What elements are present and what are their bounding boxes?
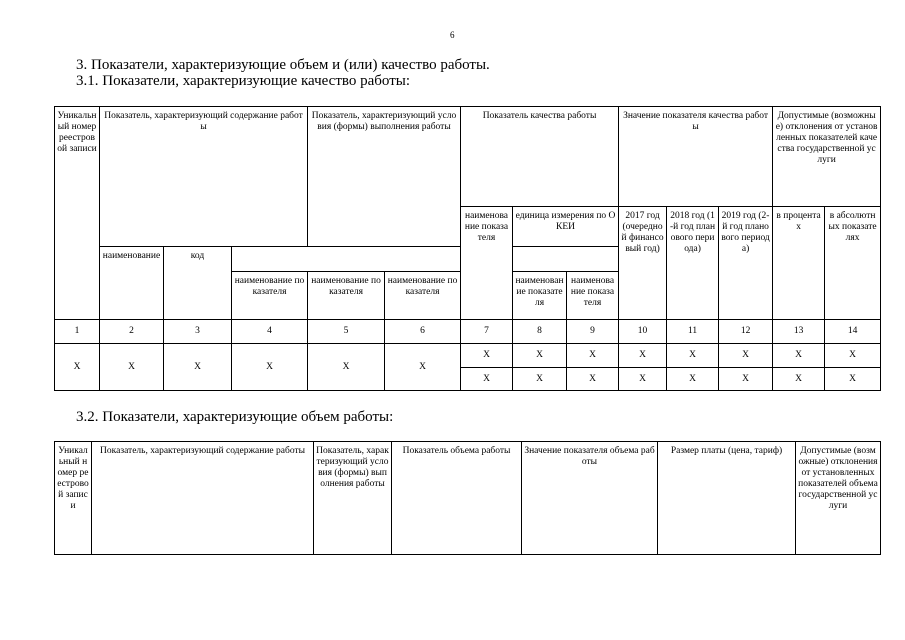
page-number: 6: [450, 30, 455, 40]
column-number: 10: [619, 320, 667, 344]
column-number: 9: [567, 320, 619, 344]
column-number: 13: [773, 320, 825, 344]
indicator-name-header: наименование показателя: [461, 207, 513, 320]
okei-unit-header: единица измерения по ОКЕИ: [513, 207, 619, 247]
column-number: 1: [55, 320, 100, 344]
table-cell: X: [773, 344, 825, 368]
column-number: 2: [100, 320, 164, 344]
column-number: 14: [825, 320, 881, 344]
quality-value-header: Значение показателя качества работы: [619, 107, 773, 207]
section-3-2-heading: 3.2. Показатели, характеризующие объем работы:: [76, 409, 394, 425]
in-percent-header: в процентах: [773, 207, 825, 320]
table-cell: X: [667, 368, 719, 391]
conditions-indicator-header: Показатель, характеризующий условия (формы) выполнения работы: [308, 107, 461, 247]
col2-name-header: наименование показателя: [232, 272, 308, 320]
table-cell: X: [719, 368, 773, 391]
column-number: 5: [308, 320, 385, 344]
table-cell: X: [100, 344, 164, 391]
table-cell: X: [461, 344, 513, 368]
table-cell: X: [567, 368, 619, 391]
table-cell: X: [232, 344, 308, 391]
column-number: 12: [719, 320, 773, 344]
quality-indicator-header: Показатель качества работы: [461, 107, 619, 207]
table-cell: X: [825, 344, 881, 368]
column-numbers-row: [55, 320, 881, 344]
conditions-indicator-header: Показатель, характеризующий условия (формы) выполнения работы: [314, 442, 392, 555]
table-cell: X: [513, 344, 567, 368]
section-3-1-heading: 3.1. Показатели, характеризующие качество работы:: [76, 73, 410, 89]
col3-name-header: наименование показателя: [308, 272, 385, 320]
section-3-heading: 3. Показатели, характеризующие объем и (или) качество работы.: [76, 57, 490, 73]
year-2019-header: 2019 год (2-й год планового периода): [719, 207, 773, 320]
volume-indicator-header: Показатель объема работы: [392, 442, 522, 555]
table-cell: X: [825, 368, 881, 391]
table-cell: X: [619, 368, 667, 391]
deviations-header: Допустимые (возможные) отклонения от установленных показателей объема государственной услуги: [796, 442, 881, 555]
table-row: [55, 344, 881, 368]
in-absolute-header: в абсолютных показателях: [825, 207, 881, 320]
column-number: 6: [385, 320, 461, 344]
col4-name-header: наименование показателя: [385, 272, 461, 320]
table-cell: X: [308, 344, 385, 391]
column-number: 4: [232, 320, 308, 344]
content-indicator-header: Показатель, характеризующий содержание работы: [100, 107, 308, 247]
column-number: 3: [164, 320, 232, 344]
table-cell: X: [773, 368, 825, 391]
okei-code-header: код: [164, 247, 232, 320]
deviations-header: Допустимые (возможные) отклонения от установленных показателей качества государственной услуги: [773, 107, 881, 207]
fee-header: Размер платы (цена, тариф): [658, 442, 796, 555]
table-cell: X: [513, 368, 567, 391]
table-cell: X: [385, 344, 461, 391]
table-cell: X: [619, 344, 667, 368]
year-2018-header: 2018 год (1-й год планового периода): [667, 207, 719, 320]
column-number: 8: [513, 320, 567, 344]
volume-value-header: Значение показателя объема работы: [522, 442, 658, 555]
unique-number-header: Уникальный номер реестровой записи: [55, 442, 92, 555]
volume-indicators-table: [54, 441, 881, 555]
quality-indicators-table: [54, 106, 881, 391]
table-cell: X: [719, 344, 773, 368]
table-cell: X: [164, 344, 232, 391]
unique-number-header: Уникальный номер реестровой записи: [55, 107, 100, 320]
column-number: 11: [667, 320, 719, 344]
table-cell: X: [461, 368, 513, 391]
table-cell: X: [567, 344, 619, 368]
content-indicator-header: Показатель, характеризующий содержание работы: [92, 442, 314, 555]
column-number: 7: [461, 320, 513, 344]
col6-name-header: наименование показателя: [567, 272, 619, 320]
okei-name-header: наименование: [100, 247, 164, 320]
col5-name-header: наименование показателя: [513, 272, 567, 320]
table-cell: X: [667, 344, 719, 368]
table-cell: X: [55, 344, 100, 391]
year-2017-header: 2017 год (очередной финансовый год): [619, 207, 667, 320]
